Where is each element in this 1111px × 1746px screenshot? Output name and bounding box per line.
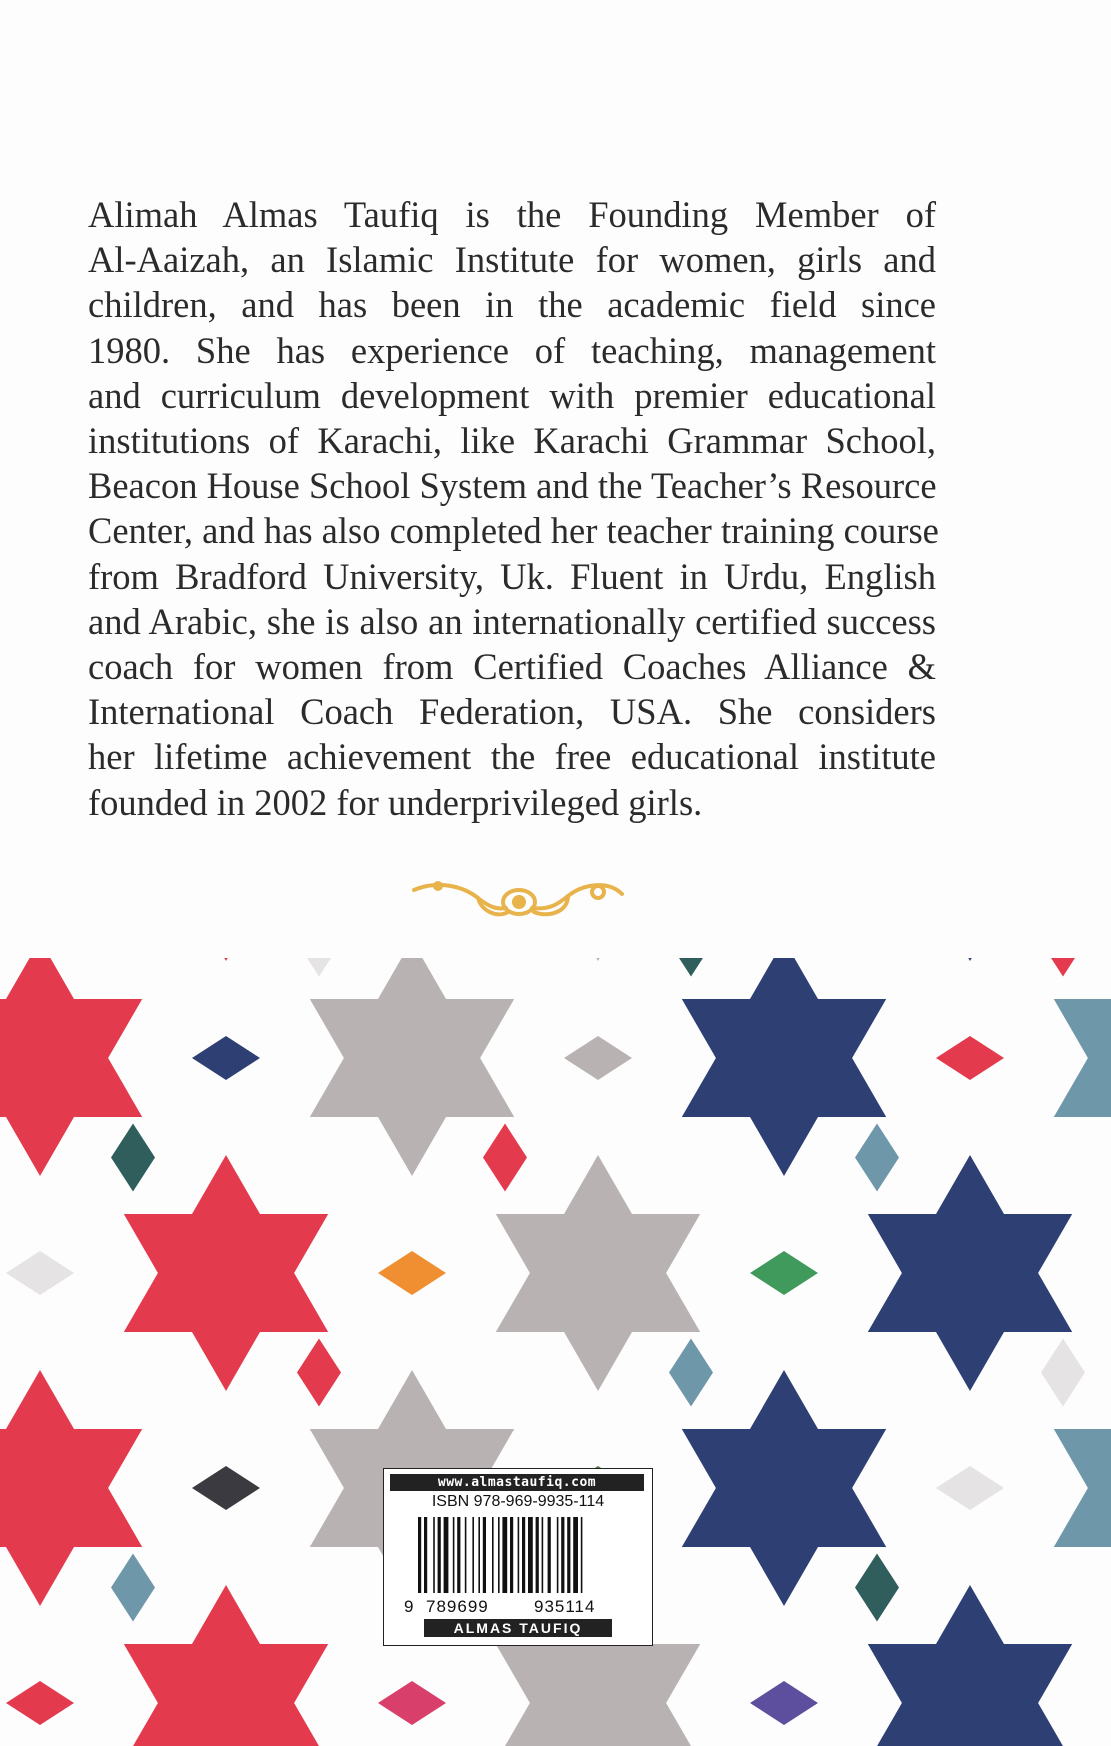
publisher-name: ALMAS TAUFIQ <box>424 1619 612 1637</box>
star-tile <box>682 958 886 1176</box>
diamond-tile <box>378 1681 446 1725</box>
barcode-bar <box>433 1517 435 1593</box>
bio-line: and curriculum development with premier educational <box>88 374 936 416</box>
star-tile <box>124 958 328 961</box>
barcode-bars <box>418 1517 632 1603</box>
diamond-tile <box>669 1339 713 1407</box>
diamond-tile <box>192 1036 260 1080</box>
barcode-bar <box>557 1517 559 1593</box>
barcode-bar <box>483 1517 486 1593</box>
barcode-bar <box>567 1517 570 1593</box>
star-tile <box>868 958 1072 961</box>
star-tile <box>496 958 700 961</box>
barcode-bar <box>548 1517 551 1593</box>
star-tile <box>1054 958 1111 1176</box>
barcode-digits-right: 935114 <box>534 1597 596 1616</box>
barcode-bar <box>438 1517 441 1593</box>
diamond-tile <box>936 1466 1004 1510</box>
diamond-tile <box>750 1681 818 1725</box>
diamond-tile <box>669 958 713 977</box>
barcode-bar <box>542 1517 544 1593</box>
star-tile <box>0 1370 142 1606</box>
barcode-bar <box>518 1517 520 1593</box>
bio-line: her lifetime achievement the free educational institute <box>88 736 936 778</box>
diamond-tile <box>6 1681 74 1725</box>
bio-line: institutions of Karachi, like Karachi Grammar School, <box>88 420 936 462</box>
barcode-bar <box>498 1517 500 1593</box>
barcode-bar <box>472 1517 474 1593</box>
star-tile <box>868 1155 1072 1391</box>
barcode-bar <box>478 1517 480 1593</box>
barcode-digits-left: 789699 <box>426 1597 489 1616</box>
author-biography <box>88 192 939 825</box>
bio-line: 1980. She has experience of teaching, management <box>88 329 936 371</box>
diamond-tile <box>111 1554 155 1622</box>
barcode-bar <box>573 1517 578 1593</box>
publisher-website: www.almastaufiq.com <box>390 1474 644 1491</box>
star-tile <box>124 1155 328 1391</box>
diamond-tile <box>483 1124 527 1192</box>
barcode-bar <box>536 1517 539 1593</box>
diamond-tile <box>111 1124 155 1192</box>
star-tile <box>682 1370 886 1606</box>
barcode-bar <box>444 1517 449 1593</box>
bio-line: from Bradford University, Uk. Fluent in Urdu, English <box>88 555 936 597</box>
star-tile <box>124 1585 328 1746</box>
bio-line: Al-Aaizah, an Islamic Institute for women, girls and <box>88 239 936 281</box>
barcode-bar <box>561 1517 564 1593</box>
diamond-tile <box>564 1036 632 1080</box>
swirl-ornament-icon <box>408 876 628 922</box>
barcode-bar <box>424 1517 427 1593</box>
diamond-tile <box>1041 958 1085 977</box>
barcode-bar <box>502 1517 507 1593</box>
bio-line: founded in 2002 for underprivileged girls. <box>88 781 703 823</box>
barcode-bar <box>453 1517 455 1593</box>
diamond-tile <box>6 1251 74 1295</box>
barcode-bar <box>522 1517 525 1593</box>
star-tile <box>310 958 514 1176</box>
diamond-tile <box>297 1339 341 1407</box>
barcode-digit-lead: 9 <box>404 1597 414 1616</box>
bio-line: Alimah Almas Taufiq is the Founding Member of <box>88 194 936 235</box>
diamond-tile <box>750 1251 818 1295</box>
bio-line: Center, and has also completed her teacher training course <box>88 510 939 552</box>
bio-line: and Arabic, she is also an internationally certified success <box>88 600 936 642</box>
isbn-number: ISBN 978-969-9935-114 <box>431 1493 605 1510</box>
diamond-tile <box>378 1251 446 1295</box>
barcode-bar <box>418 1517 421 1593</box>
barcode-bar <box>457 1517 460 1593</box>
barcode-bar <box>528 1517 533 1593</box>
barcode-bar <box>581 1517 583 1593</box>
diamond-tile <box>297 958 341 977</box>
isbn-barcode-label <box>383 1468 653 1646</box>
diamond-tile <box>192 1466 260 1510</box>
bio-line: International Coach Federation, USA. She considers <box>88 691 936 733</box>
bio-line: coach for women from Certified Coaches Alliance & <box>88 646 936 688</box>
diamond-tile <box>855 1124 899 1192</box>
barcode-bar <box>492 1517 494 1593</box>
diamond-tile <box>855 1554 899 1622</box>
star-tile <box>496 1155 700 1391</box>
barcode-bar <box>510 1517 513 1593</box>
bio-line: children, and has been in the academic field since <box>88 284 936 326</box>
barcode-bar <box>465 1517 467 1593</box>
diamond-tile <box>936 1036 1004 1080</box>
bio-line: Beacon House School System and the Teacher’s Resource <box>88 465 937 507</box>
star-tile <box>868 1585 1072 1746</box>
diamond-tile <box>1041 1339 1085 1407</box>
